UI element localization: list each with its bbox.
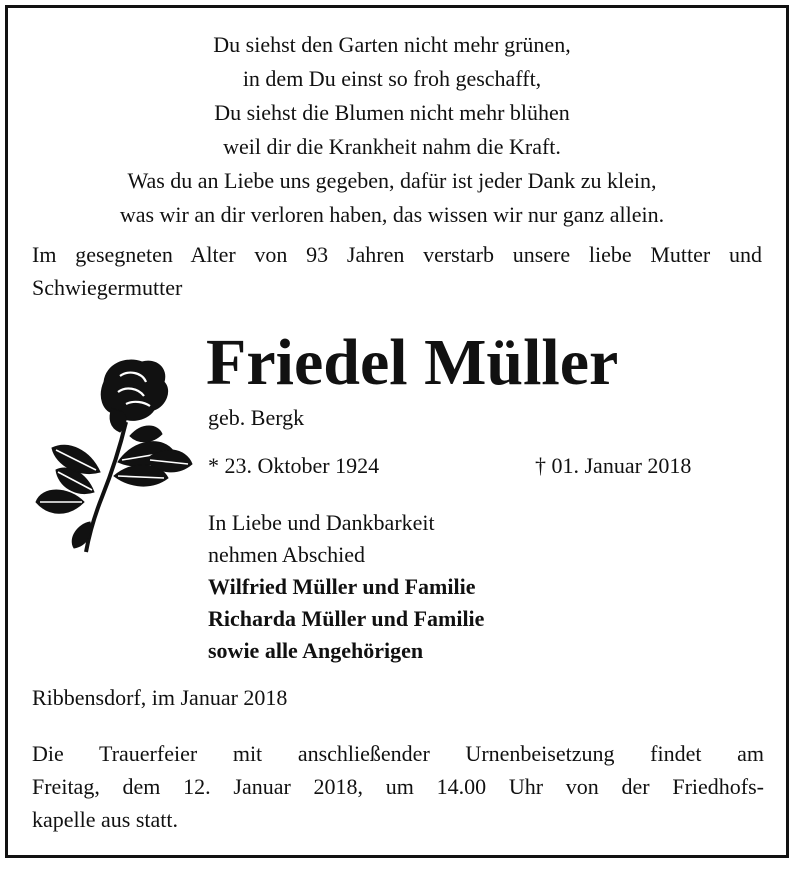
maiden-name: geb. Bergk — [208, 405, 305, 430]
rose-icon — [34, 352, 196, 557]
farewell-line: nehmen Abschied — [208, 542, 366, 567]
ceremony-line: Die Trauerfeier mit anschließender Urnenbeisetzung findet am — [32, 741, 764, 766]
memorial-poem — [0, 28, 784, 232]
deceased-name: Friedel Müller — [206, 326, 619, 399]
birth-date: * 23. Oktober 1924 — [208, 453, 380, 478]
death-date: † 01. Januar 2018 — [535, 453, 692, 478]
poem-line: weil dir die Krankheit nahm die Kraft. — [223, 134, 561, 159]
ceremony-line: Freitag, dem 12. Januar 2018, um 14.00 Uhr von der Friedhofs- — [32, 774, 764, 799]
family-name: Richarda Müller und Familie — [208, 606, 485, 631]
poem-line: Du siehst die Blumen nicht mehr blühen — [214, 100, 570, 125]
family-name: sowie alle Angehörigen — [208, 638, 424, 663]
funeral-ceremony-info — [32, 737, 764, 836]
death-announcement-text: Im gesegneten Alter von 93 Jahren verstarb unsere liebe Mutter und Schwiegermutter — [32, 242, 762, 300]
mourners-block — [208, 507, 484, 667]
poem-line: was wir an dir verloren haben, das wissen wir nur ganz allein. — [119, 202, 665, 227]
family-name: Wilfried Müller und Familie — [208, 574, 476, 599]
farewell-line: In Liebe und Dankbarkeit — [208, 510, 435, 535]
ceremony-line: kapelle aus statt. — [32, 807, 179, 832]
poem-line: Du siehst den Garten nicht mehr grünen, — [213, 32, 571, 57]
poem-line: Was du an Liebe uns gegeben, dafür ist jeder Dank zu klein, — [127, 168, 657, 193]
place-and-date: Ribbensdorf, im Januar 2018 — [32, 685, 288, 710]
poem-line: in dem Du einst so froh geschafft, — [242, 66, 542, 91]
